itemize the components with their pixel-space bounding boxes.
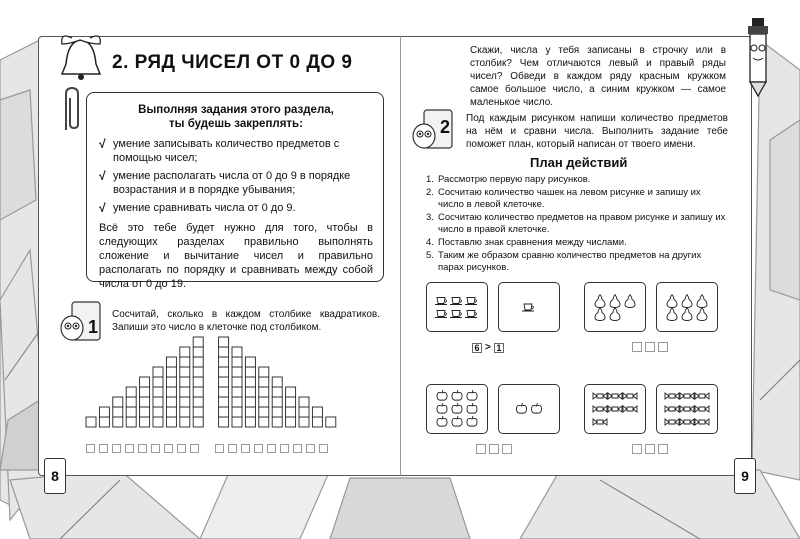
column-square	[286, 387, 296, 397]
column-square	[113, 417, 123, 427]
answer-comparison[interactable]	[632, 444, 668, 454]
answer-square[interactable]	[164, 444, 173, 453]
pear-item	[667, 308, 677, 321]
plan-item-number: 4.	[426, 237, 434, 248]
example-right-number: 1	[494, 343, 504, 353]
column-square	[193, 367, 203, 377]
column-square	[219, 377, 229, 387]
section-title: 2. РЯД ЧИСЕЛ ОТ 0 ДО 9	[112, 52, 353, 73]
column-square	[245, 387, 255, 397]
column-square	[219, 347, 229, 357]
answer-square[interactable]	[254, 444, 263, 453]
column-square	[153, 397, 163, 407]
column-square	[245, 377, 255, 387]
column-square	[193, 407, 203, 417]
apple-item	[452, 403, 462, 413]
pear-item	[595, 295, 605, 308]
picture-apples	[426, 384, 488, 434]
picture-cup	[498, 282, 560, 332]
candie-item	[593, 419, 607, 425]
pear-item	[625, 295, 635, 308]
candie-item	[695, 393, 709, 399]
goal-text: умение сравнивать числа от 0 до 9.	[113, 202, 296, 214]
column-square	[245, 357, 255, 367]
pear-item	[610, 308, 620, 321]
candy-icon	[657, 385, 717, 433]
column-square	[326, 417, 336, 427]
column-square	[180, 367, 190, 377]
candie-item	[608, 393, 622, 399]
column-square	[299, 397, 309, 407]
column-square	[272, 377, 282, 387]
picture-candies	[584, 384, 646, 434]
column-square	[259, 397, 269, 407]
checkmark-icon: √	[99, 169, 106, 183]
column-square	[193, 397, 203, 407]
cup-item	[435, 311, 447, 318]
column-square	[166, 397, 176, 407]
column-square	[259, 387, 269, 397]
column-square	[166, 387, 176, 397]
column-square	[245, 417, 255, 427]
column-square	[232, 397, 242, 407]
task1-text: Сосчитай, сколько в каждом столбике квадратиков. Запиши это число в клеточке под столбиком.	[112, 309, 380, 333]
example-comparison	[472, 342, 504, 353]
answer-square[interactable]	[267, 444, 276, 453]
apple-item	[437, 416, 447, 426]
task2-text: Под каждым рисунком напиши количество предметов на нём и сравни числа. Выполнить задание тебе поможет план, который написан от твоего имени.	[466, 113, 728, 150]
column-square	[272, 417, 282, 427]
column-square	[166, 407, 176, 417]
cup-item	[450, 298, 462, 305]
column-square	[219, 367, 229, 377]
plan-item-text: Поставлю знак сравнения между числами.	[438, 237, 627, 248]
column-square	[180, 387, 190, 397]
column-square	[286, 397, 296, 407]
cup-item	[465, 298, 477, 305]
column-square	[180, 397, 190, 407]
cup-icon	[499, 283, 559, 331]
apple-item	[437, 390, 447, 400]
plan-item-text: Рассмотрю первую пару рисунков.	[438, 174, 591, 185]
apple-item	[452, 416, 462, 426]
column-square	[272, 407, 282, 417]
picture-pears	[584, 282, 646, 332]
candie-item	[623, 406, 637, 412]
column-square	[113, 397, 123, 407]
candie-item	[680, 419, 694, 425]
example-sign: >	[485, 342, 491, 353]
apple-item	[532, 403, 542, 413]
pear-item	[682, 308, 692, 321]
column-square	[259, 407, 269, 417]
column-square	[140, 417, 150, 427]
goals-heading-line2: ты будешь закреплять:	[169, 118, 303, 130]
candie-item	[680, 406, 694, 412]
cup-item	[435, 298, 447, 305]
answer-comparison[interactable]	[632, 342, 668, 352]
apple-item	[467, 390, 477, 400]
column-square	[126, 407, 136, 417]
candy-icon	[585, 385, 645, 433]
pear-item	[682, 295, 692, 308]
column-square	[232, 377, 242, 387]
column-square	[193, 347, 203, 357]
plan-title: План действий	[530, 155, 628, 170]
answer-square[interactable]	[177, 444, 186, 453]
column-square	[193, 417, 203, 427]
plan-item	[426, 250, 726, 274]
example-left-number: 6	[472, 343, 482, 353]
apple-item	[452, 390, 462, 400]
column-square	[232, 367, 242, 377]
plan-item	[426, 212, 726, 236]
pencil-mascot-icon	[738, 18, 778, 98]
picture-candies	[656, 384, 718, 434]
pear-item	[595, 308, 605, 321]
column-square	[219, 357, 229, 367]
answer-square[interactable]	[138, 444, 147, 453]
candie-item	[593, 406, 607, 412]
column-square	[180, 347, 190, 357]
answer-square[interactable]	[215, 444, 224, 453]
plan-item-text: Сосчитаю количество предметов на правом рисунке и запишу их число в правой клеточке.	[438, 212, 726, 235]
column-square	[232, 417, 242, 427]
plan-item	[426, 174, 726, 186]
answer-square[interactable]	[125, 444, 134, 453]
column-square	[86, 417, 96, 427]
answer-square[interactable]	[99, 444, 108, 453]
plan-item-number: 2.	[426, 187, 434, 198]
column-square	[153, 367, 163, 377]
plan-item	[426, 187, 726, 211]
page-number-left: 8	[44, 458, 66, 494]
plan-item-text: Таким же образом сравню количество предметов на других парах рисунков.	[438, 250, 702, 273]
column-square	[245, 367, 255, 377]
column-square	[272, 397, 282, 407]
candie-item	[695, 406, 709, 412]
column-square	[232, 407, 242, 417]
goal-text: умение записывать количество предметов с помощью чисел;	[113, 138, 340, 164]
pear-item	[697, 308, 707, 321]
plan-list	[426, 174, 726, 275]
candie-item	[695, 419, 709, 425]
column-square	[153, 407, 163, 417]
column-square	[245, 397, 255, 407]
column-square	[126, 397, 136, 407]
pear-item	[697, 295, 707, 308]
column-square	[312, 407, 322, 417]
column-square	[166, 367, 176, 377]
apple-icon	[427, 385, 487, 433]
column-square	[126, 387, 136, 397]
cup-item	[465, 311, 477, 318]
goals-final-text: Всё это тебе будет нужно для того, чтобы в следующих разделах правильно выполнять сложение и вычитание чисел и правильно располагать по порядку и сравнивать между собой числа от 0 до 19.	[99, 222, 373, 290]
task1-number: 1	[87, 316, 98, 337]
apple-icon	[499, 385, 559, 433]
column-square	[180, 407, 190, 417]
cups-icon	[427, 283, 487, 331]
candie-item	[593, 393, 607, 399]
plan-item-number: 1.	[426, 174, 434, 185]
column-square	[99, 417, 109, 427]
column-square	[259, 417, 269, 427]
plan-item-number: 3.	[426, 212, 434, 223]
candie-item	[623, 393, 637, 399]
answer-comparison[interactable]	[476, 444, 512, 454]
column-square	[193, 337, 203, 347]
column-square	[312, 417, 322, 427]
column-square	[140, 387, 150, 397]
column-square	[219, 417, 229, 427]
answer-square[interactable]	[293, 444, 302, 453]
column-square	[286, 417, 296, 427]
answer-square[interactable]	[190, 444, 199, 453]
column-square	[180, 417, 190, 427]
goals-heading-line1: Выполняя задания этого раздела,	[138, 104, 334, 116]
column-square	[153, 377, 163, 387]
answer-square[interactable]	[280, 444, 289, 453]
apple-item	[517, 403, 527, 413]
checkmark-icon: √	[99, 201, 106, 215]
pear-item	[667, 295, 677, 308]
column-square	[140, 377, 150, 387]
plan-item-number: 5.	[426, 250, 434, 261]
picture-pears	[656, 282, 718, 332]
column-square	[245, 407, 255, 417]
answer-square[interactable]	[241, 444, 250, 453]
column-square	[232, 357, 242, 367]
apple-item	[437, 403, 447, 413]
answer-square[interactable]	[86, 444, 95, 453]
answer-square[interactable]	[306, 444, 315, 453]
candie-item	[665, 406, 679, 412]
candie-item	[665, 393, 679, 399]
column-square	[153, 387, 163, 397]
column-square	[99, 407, 109, 417]
column-square	[272, 387, 282, 397]
column-square	[299, 407, 309, 417]
column-square	[153, 417, 163, 427]
column-square	[166, 377, 176, 387]
column-square	[113, 407, 123, 417]
pear-icon	[657, 283, 717, 331]
column-square	[140, 407, 150, 417]
answer-square[interactable]	[112, 444, 121, 453]
column-square	[286, 407, 296, 417]
candie-item	[608, 406, 622, 412]
page-number-right: 9	[734, 458, 756, 494]
column-square	[259, 377, 269, 387]
column-square	[219, 397, 229, 407]
column-square	[140, 397, 150, 407]
answer-squares[interactable]	[86, 444, 328, 453]
answer-square[interactable]	[228, 444, 237, 453]
checkmark-icon: √	[99, 137, 106, 151]
column-square	[232, 347, 242, 357]
cup-item	[450, 311, 462, 318]
goal-text: умение располагать числа от 0 до 9 в порядке возрастания и в порядке убывания;	[113, 170, 351, 196]
column-square	[259, 367, 269, 377]
column-square	[180, 377, 190, 387]
candie-item	[665, 419, 679, 425]
cup-item	[522, 304, 534, 311]
task2-number: 2	[439, 116, 450, 137]
intro-text: Скажи, числа у тебя записаны в строчку или в столбик? Чем отличаются левый и правый ряды чисел? Обведи в каждом ряду красным кружком самое большое число, а синим кружком — самое маленькое число.	[470, 45, 726, 108]
apple-item	[467, 403, 477, 413]
column-square	[193, 387, 203, 397]
picture-apples	[498, 384, 560, 434]
picture-cups	[426, 282, 488, 332]
column-square	[299, 417, 309, 427]
column-square	[232, 387, 242, 397]
column-square	[219, 387, 229, 397]
column-square	[193, 357, 203, 367]
plan-item	[426, 237, 726, 249]
pear-item	[610, 295, 620, 308]
column-square	[219, 407, 229, 417]
column-square	[193, 377, 203, 387]
column-square	[166, 417, 176, 427]
column-square	[166, 357, 176, 367]
apple-item	[467, 416, 477, 426]
answer-square[interactable]	[319, 444, 328, 453]
column-square	[180, 357, 190, 367]
answer-square[interactable]	[151, 444, 160, 453]
column-square	[126, 417, 136, 427]
pear-icon	[585, 283, 645, 331]
column-square	[219, 337, 229, 347]
plan-item-text: Сосчитаю количество чашек на левом рисунке и запишу их число в левой клеточке.	[438, 187, 701, 210]
candie-item	[680, 393, 694, 399]
